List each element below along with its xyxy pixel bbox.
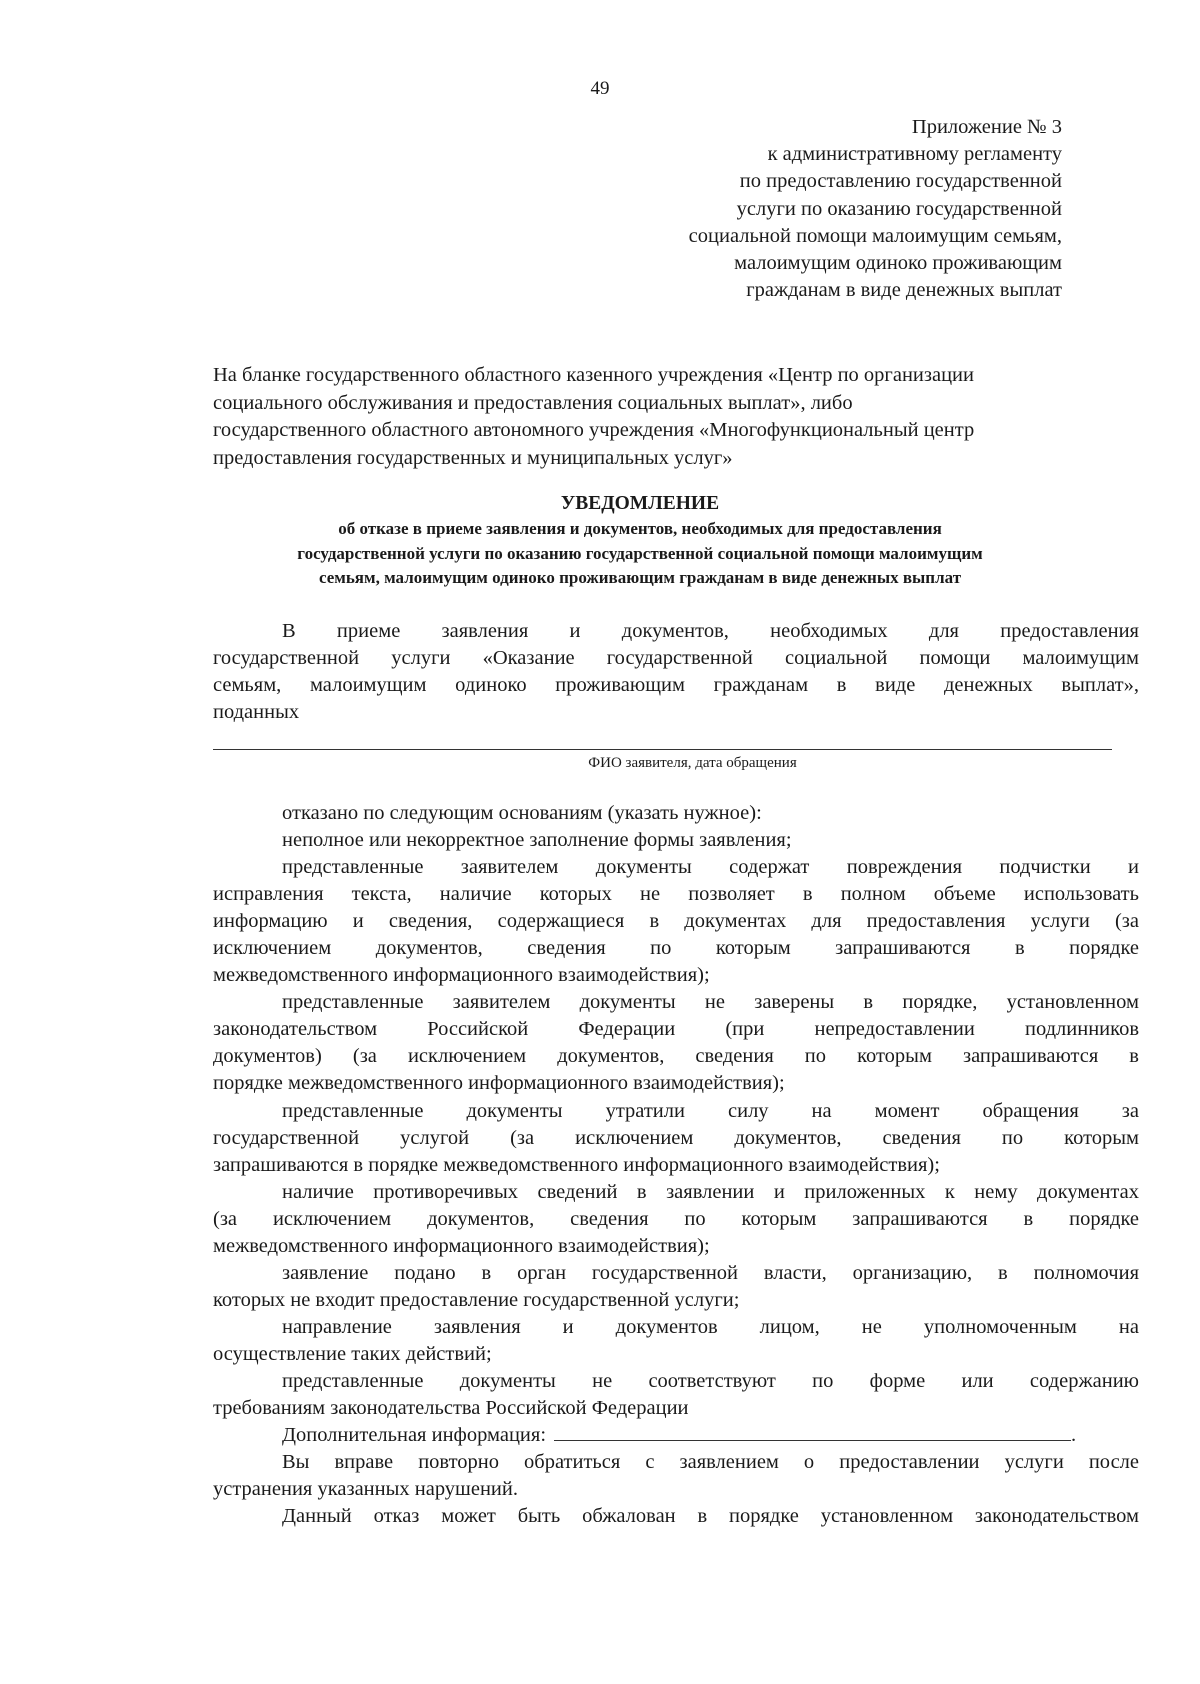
letterhead-line: социального обслуживания и предоставления социальных выплат», либо xyxy=(213,391,853,414)
document-subtitle-line: об отказе в приеме заявления и документов, необходимых для предоставления xyxy=(338,519,942,538)
page-number: 49 xyxy=(590,78,610,99)
reason-line: порядке межведомственного информационного взаимодействия); xyxy=(213,1072,785,1095)
reason-line: государственной услугой (за исключением документов, сведения по которым xyxy=(213,1126,1139,1149)
letterhead-line: государственного областного автономного учреждения «Многофункциональный центр xyxy=(213,419,975,441)
additional-info-label: Дополнительная информация: xyxy=(282,1424,547,1447)
reason-line: осуществление таких действий; xyxy=(213,1342,492,1365)
reason-line: требованиям законодательства Российской Федерации xyxy=(213,1397,689,1420)
lead-line: В приеме заявления и документов, необходимых для предоставления xyxy=(282,620,1139,642)
applicant-blank-line xyxy=(213,749,1112,750)
reason-line: которых не входит предоставление государственной услуги; xyxy=(213,1288,740,1311)
appendix-line: Приложение № 3 xyxy=(911,116,1062,138)
reason-line: представленные документы утратили силу на момент обращения за xyxy=(282,1099,1139,1122)
additional-info-field[interactable] xyxy=(554,1422,1071,1441)
reason-line: представленные документы не соответствуют по форме или содержанию xyxy=(282,1369,1139,1392)
reason-line: представленные заявителем документы содержат повреждения подчистки и xyxy=(282,856,1139,879)
document-subtitle-line: государственной услуги по оказанию государственной социальной помощи малоимущим xyxy=(297,543,983,563)
lead-line: государственной услуги «Оказание государственной социальной помощи малоимущим xyxy=(213,647,1139,669)
letterhead-line: На бланке государственного областного казенного учреждения «Центр по организации xyxy=(213,364,974,386)
reasons-list xyxy=(213,800,1139,1530)
reason-line: законодательством Российской Федерации (при непредоставлении подлинников xyxy=(213,1018,1139,1041)
reason-line: (за исключением документов, сведения по которым запрашиваются в порядке xyxy=(213,1207,1139,1230)
document-title: УВЕДОМЛЕНИЕ xyxy=(560,493,720,514)
reason-line: отказано по следующим основаниям (указать нужное): xyxy=(282,802,762,824)
appendix-line: к административному регламенту xyxy=(767,143,1062,166)
lead-paragraph xyxy=(213,618,1139,726)
document-subtitle-line: семьям, малоимущим одиноко проживающим гражданам в виде денежных выплат xyxy=(318,568,962,587)
reason-line: представленные заявителем документы не заверены в порядке, установленном xyxy=(282,991,1139,1014)
applicant-field-caption: ФИО заявителя, дата обращения xyxy=(588,755,797,771)
additional-info-row xyxy=(213,1422,1139,1449)
reason-line: информацию и сведения, содержащиеся в документах для предоставления услуги (за xyxy=(213,910,1139,933)
letterhead-note xyxy=(213,362,1113,472)
reason-line: межведомственного информационного взаимодействия); xyxy=(213,1234,710,1257)
reason-line: межведомственного информационного взаимодействия); xyxy=(213,964,710,987)
appendix-header xyxy=(689,114,1062,304)
reason-line: исключением документов, сведения по которым запрашиваются в порядке xyxy=(213,937,1139,960)
reason-line: наличие противоречивых сведений в заявлении и приложенных к нему документах xyxy=(282,1180,1139,1203)
additional-info-period: . xyxy=(1071,1424,1077,1447)
document-title-block xyxy=(180,491,1100,591)
letterhead-line: предоставления государственных и муниципальных услуг» xyxy=(213,446,733,469)
closing-line: устранения указанных нарушений. xyxy=(213,1478,518,1501)
closing-line: Данный отказ может быть обжалован в порядке установленном законодательством xyxy=(282,1505,1139,1528)
appendix-line: социальной помощи малоимущим семьям, xyxy=(688,224,1062,247)
appendix-line: гражданам в виде денежных выплат xyxy=(746,279,1062,302)
reason-line: направление заявления и документов лицом, не уполномоченным на xyxy=(282,1315,1139,1338)
appendix-line: малоимущим одиноко проживающим xyxy=(734,252,1062,275)
appendix-line: по предоставлению государственной xyxy=(739,170,1062,193)
appendix-line: услуги по оказанию государственной xyxy=(736,197,1062,220)
lead-line: поданных xyxy=(213,701,300,723)
reason-line: документов) (за исключением документов, сведения по которым запрашиваются в xyxy=(213,1045,1139,1068)
reason-line: запрашиваются в порядке межведомственного информационного взаимодействия); xyxy=(213,1153,940,1176)
reason-line: заявление подано в орган государственной власти, организацию, в полномочия xyxy=(282,1261,1139,1284)
reason-line: исправления текста, наличие которых не позволяет в полном объеме использовать xyxy=(213,883,1139,906)
reason-line: неполное или некорректное заполнение формы заявления; xyxy=(282,829,792,852)
closing-line: Вы вправе повторно обратиться с заявлением о предоставлении услуги после xyxy=(282,1451,1139,1474)
lead-line: семьям, малоимущим одиноко проживающим гражданам в виде денежных выплат», xyxy=(213,674,1139,696)
